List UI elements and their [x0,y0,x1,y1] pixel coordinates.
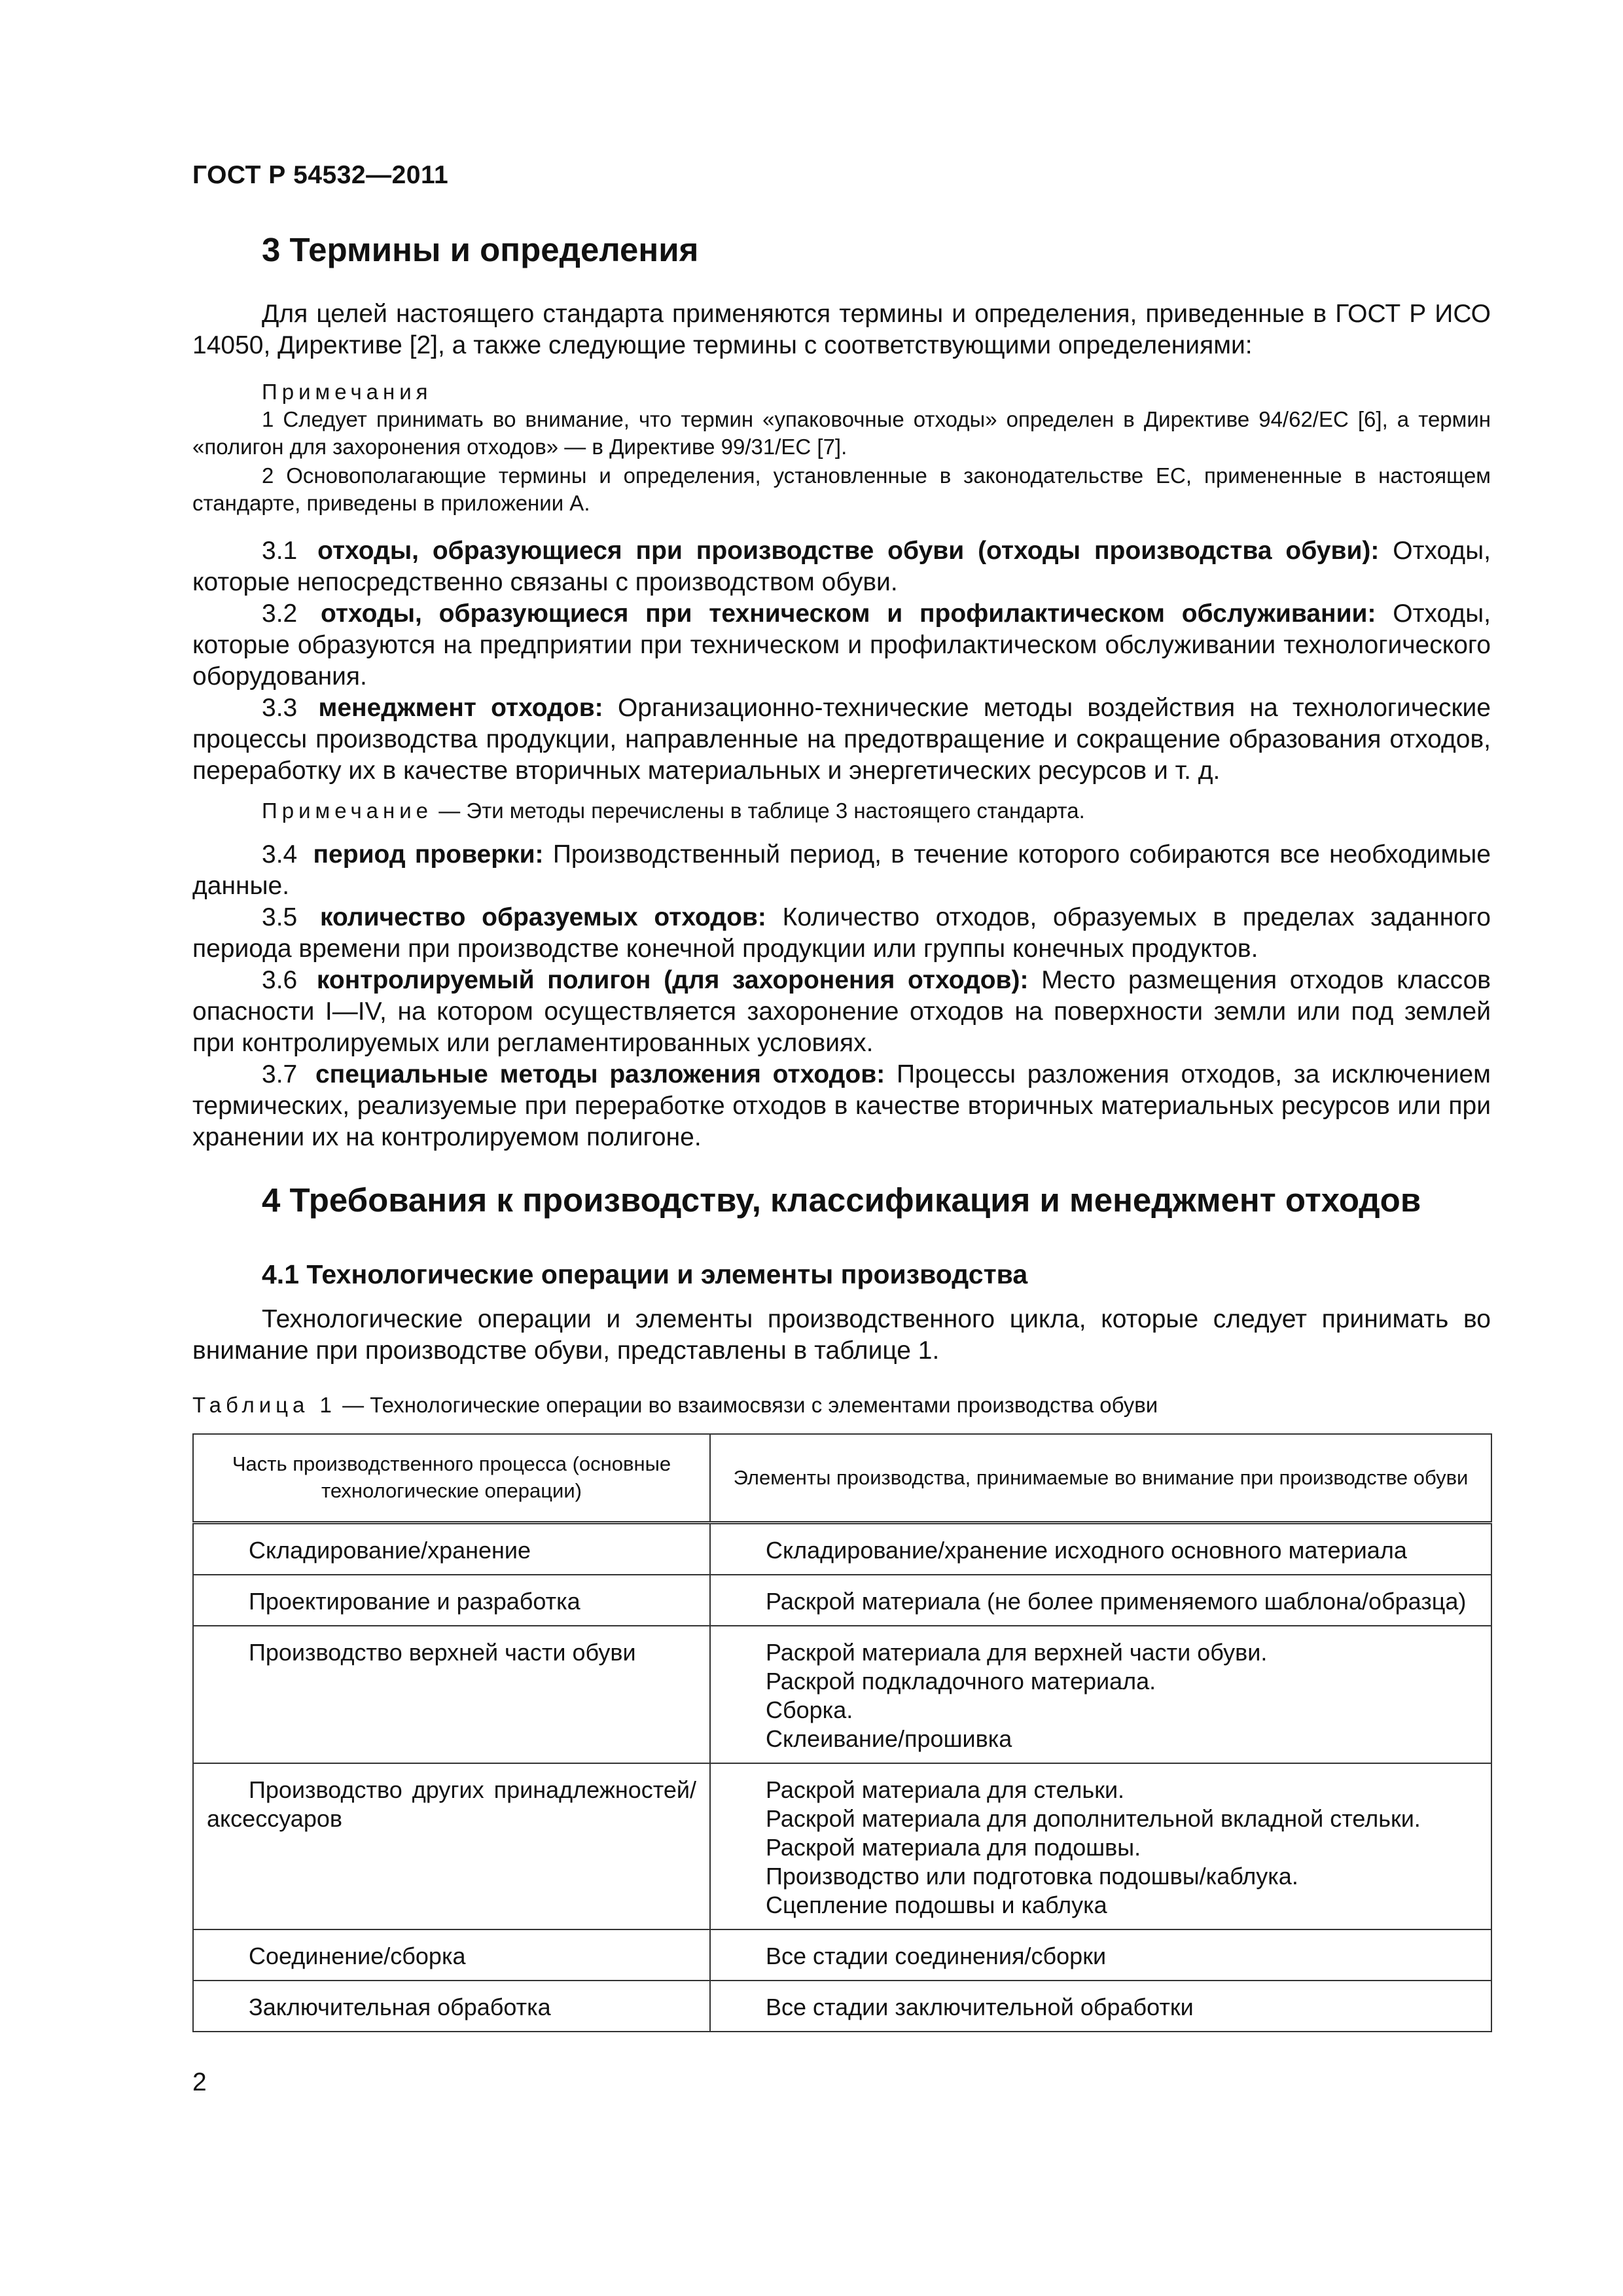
table-cell-line: Производство или подготовка подошвы/каблука. [766,1863,1298,1890]
note-2: 2 Основополагающие термины и определения, установленные в законодательстве ЕС, примененные в настоящем стандарте, приведены в приложении А. [192,463,1491,515]
term-3-6 [192,965,1491,1059]
table-header-process: Часть производственного процесса (основные технологические операции) [193,1434,710,1523]
term-3-2 [192,598,1491,692]
term-name: отходы, образующиеся при производстве обуви (отходы производства обуви): [317,537,1380,565]
table-1-caption [192,1393,1158,1418]
table-cell-line: Сборка. [766,1696,853,1723]
table-cell-elements [710,1981,1491,2032]
section-4-1-intro: Технологические операции и элементы производственного цикла, которые следует принимать во внимание при производстве обуви, представлены в таблице 1. [192,1305,1491,1365]
term-3-5 [192,902,1491,965]
note-1: 1 Следует принимать во внимание, что термин «упаковочные отходы» определен в Директиве 94/62/ЕС [6], а термин «полигон для захоронения отходов» — в Директиве 99/31/ЕС [7]. [192,407,1491,459]
table-cell-elements [710,1626,1491,1763]
term-3-3 [192,692,1491,787]
term-definition: Организационно-технические методы воздействия на технологические процессы производства продукции, направленные на предотвращение и сокращение образования отходов, переработку их в качестве вторичных материальных и энергетических ресурсов и т. д. [192,694,1491,785]
table-cell-elements [710,1575,1491,1626]
term-definition: Процессы разложения отходов, за исключением термических, реализуемые при переработке отходов в качестве вторичных материальных ресурсов или при хранении их на контролируемом полигоне. [192,1060,1491,1151]
term-number: 3.3 [262,694,298,722]
term-name: специальные методы разложения отходов: [315,1060,885,1088]
page-number: 2 [192,2068,207,2096]
table-row [193,1763,1491,1929]
table-row [193,1575,1491,1626]
term-number: 3.6 [262,966,298,994]
term-definition: Отходы, которые непосредственно связаны с производством обуви. [192,537,1491,596]
term-name: менеджмент отходов: [318,694,603,722]
table-cell-part: Соединение/сборка [193,1929,710,1981]
section-4-title: 4 Требования к производству, классификация и менеджмент отходов [262,1181,1421,1219]
table-cell-part: Заключительная обработка [193,1981,710,2032]
term-name: период проверки: [313,840,544,869]
subsection-4-1-title: 4.1 Технологические операции и элементы производства [262,1259,1028,1289]
term-name: контролируемый полигон (для захоронения отходов): [316,966,1029,994]
table-cell-line: Складирование/хранение исходного основного материала [766,1537,1407,1564]
table-cell-line: Сцепление подошвы и каблука [766,1892,1107,1918]
notes-heading: Примечания [262,380,433,404]
table-1 [192,1433,1492,2032]
table-cell-line: Раскрой материала для верхней части обуви. [766,1639,1268,1666]
term-definition: Отходы, которые образуются на предприятии при техническом и профилактическом обслуживании технологического оборудования. [192,600,1491,691]
table-cell-part: Складирование/хранение [193,1523,710,1575]
table-cell-line: Склеивание/прошивка [766,1725,1012,1752]
table-caption-label: Таблица 1 [192,1393,336,1417]
table-cell-line: Все стадии соединения/сборки [766,1943,1107,1969]
term-number: 3.2 [262,600,298,628]
term-number: 3.1 [262,537,298,565]
term-name: отходы, образующиеся при техническом и профилактическом обслуживании: [320,600,1376,628]
table-cell-line: Все стадии заключительной обработки [766,1994,1194,2020]
table-row [193,1981,1491,2032]
table-row [193,1929,1491,1981]
note-single [192,797,1491,825]
standard-code: ГОСТ Р 54532—2011 [192,161,449,189]
table-cell-line: Раскрой материала для дополнительной вкладной стельки. [766,1805,1421,1832]
term-definition: Место размещения отходов классов опасности I—IV, на котором осуществляется захоронение отходов на поверхности земли или под землей при контролируемых или регламентированных условиях. [192,966,1491,1057]
table-row [193,1626,1491,1763]
table-cell-elements [710,1929,1491,1981]
table-caption-text: — Технологические операции во взаимосвязи с элементами производства обуви [342,1393,1158,1417]
table-row [193,1523,1491,1575]
table-cell-line: Раскрой материала для стельки. [766,1776,1125,1803]
section-3-title: 3 Термины и определения [262,231,699,268]
term-definition: Производственный период, в течение которого собираются все необходимые данные. [192,840,1491,900]
term-name: количество образуемых отходов: [319,903,766,931]
term-number: 3.7 [262,1060,298,1088]
term-3-4 [192,839,1491,902]
table-header-row [193,1434,1491,1523]
table-cell-part: Производство верхней части обуви [193,1626,710,1763]
table-cell-line: Раскрой материала (не более применяемого шаблона/образца) [766,1588,1467,1615]
table-cell-line: Раскрой материала для подошвы. [766,1834,1141,1861]
note-label: Примечание [262,798,433,823]
table-cell-part: Проектирование и разработка [193,1575,710,1626]
term-number: 3.4 [262,840,298,869]
table-header-elements: Элементы производства, принимаемые во внимание при производстве обуви [710,1434,1491,1523]
term-definition: Количество отходов, образуемых в пределах заданного периода времени при производстве конечной продукции или группы конечных продуктов. [192,903,1491,963]
term-number: 3.5 [262,903,298,931]
table-cell-line: Раскрой подкладочного материала. [766,1668,1156,1695]
table-cell-part: Производство других принадлежностей/аксессуаров [193,1763,710,1929]
table-cell-elements [710,1523,1491,1575]
note-text: — Эти методы перечислены в таблице 3 настоящего стандарта. [438,798,1085,823]
term-3-7 [192,1059,1491,1153]
table-cell-elements [710,1763,1491,1929]
term-3-1 [192,535,1491,598]
section-3-intro: Для целей настоящего стандарта применяются термины и определения, приведенные в ГОСТ Р ИСО 14050, Директиве [2], а также следующие термины с соответствующими определениями: [192,300,1491,359]
